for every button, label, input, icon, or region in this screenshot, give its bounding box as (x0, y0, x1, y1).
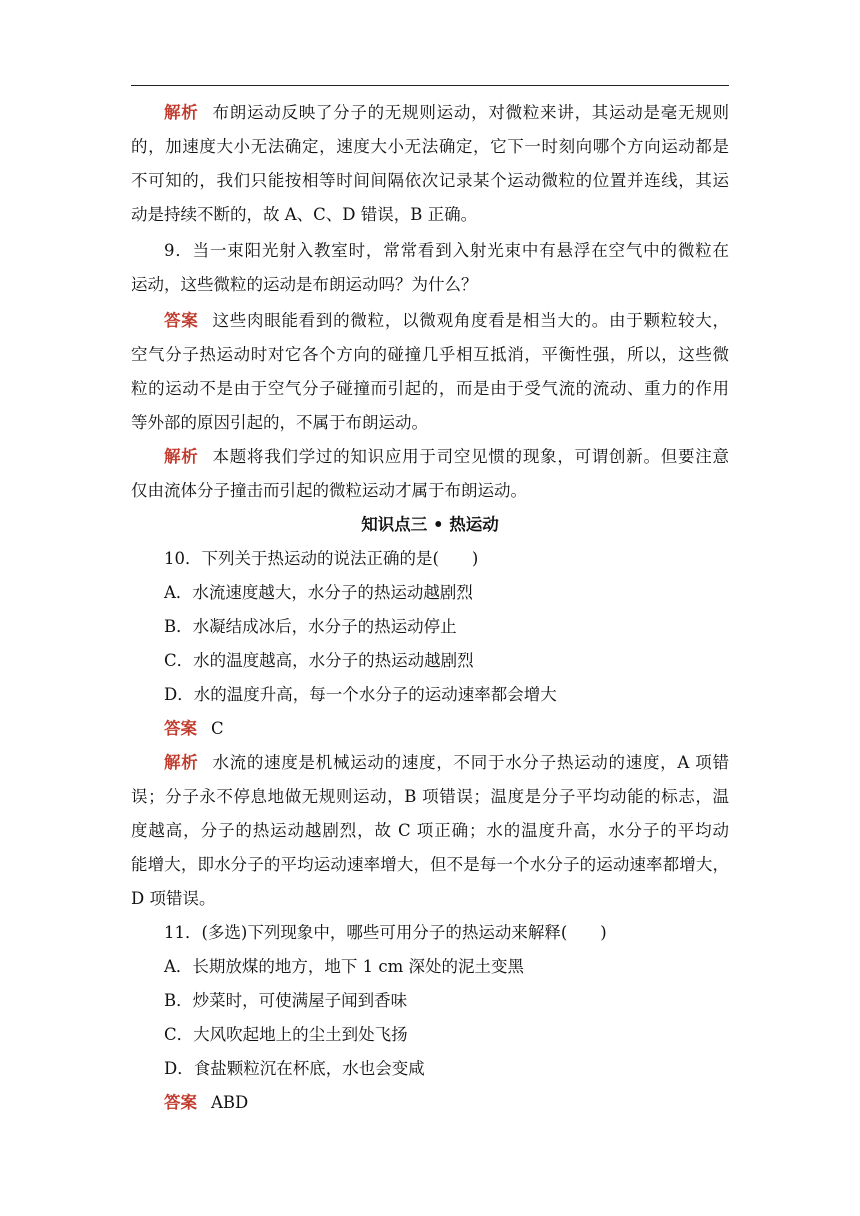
q9-answer-line-2: 空气分子热运动时对它各个方向的碰撞几乎相互抵消，平衡性强，所以，这些微 (131, 345, 729, 364)
q9-answer-line-4: 等外部的原因引起的，不属于布朗运动。 (131, 413, 428, 432)
q9-answer-line-3: 粒的运动不是由于空气分子碰撞而引起的，而是由于受气流的流动、重力的作用 (131, 379, 729, 398)
q10-analysis-line-2: 误；分子永不停息地做无规则运动，B 项错误；温度是分子平均动能的标志，温 (131, 787, 729, 806)
q9-question-line-1: 9．当一束阳光射入教室时，常常看到入射光束中有悬浮在空气中的微粒在 (164, 241, 729, 260)
q10-option-c: C．水的温度越高，水分子的热运动越剧烈 (164, 651, 474, 670)
q8-analysis-line-3: 不可知的，我们只能按相等时间间隔依次记录某个运动微粒的位置并连线，其运 (131, 171, 729, 190)
q9-question-line-2: 运动，这些微粒的运动是布朗运动吗？为什么？ (131, 275, 478, 294)
q11-option-d: D．食盐颗粒沉在杯底，水也会变咸 (164, 1059, 425, 1078)
q10-analysis-line-5: D 项错误。 (131, 889, 216, 908)
q11-option-b: B．炒菜时，可使满屋子闻到香味 (164, 991, 408, 1010)
q10-option-b: B．水凝结成冰后，水分子的热运动停止 (164, 617, 457, 636)
answer-label: 答案 (164, 1093, 197, 1112)
section-heading: 知识点三 • 热运动 (361, 515, 499, 534)
q9-analysis-line-2: 仅由流体分子撞击而引起的微粒运动才属于布朗运动。 (131, 481, 527, 500)
q10-analysis-line-1: 解析 水流的速度是机械运动的速度，不同于水分子热运动的速度，A 项错 (164, 753, 730, 772)
header-rule (131, 85, 729, 86)
q11-answer-value: ABD (211, 1093, 249, 1112)
q9-analysis-line-1: 解析 本题将我们学过的知识应用于司空见惯的现象，可谓创新。但要注意 (164, 447, 730, 466)
analysis-label: 解析 (164, 753, 199, 772)
q9-answer-line-1: 答案 这些肉眼能看到的微粒，以微观角度看是相当大的。由于颗粒较大， (164, 311, 730, 330)
q8-analysis-line-1: 解析 布朗运动反映了分子的无规则运动，对微粒来讲，其运动是毫无规则 (164, 103, 730, 122)
q11-answer (164, 1086, 248, 1120)
q10-analysis-line-3: 度越高，分子的热运动越剧烈，故 C 项正确；水的温度升高，水分子的平均动 (131, 821, 729, 840)
q10-option-a: A．水流速度越大，水分子的热运动越剧烈 (164, 583, 473, 602)
q8-analysis-line-4: 动是持续不断的，故 A、C、D 错误，B 正确。 (131, 205, 478, 224)
q10-answer-value: C (211, 719, 224, 738)
q8-analysis-line-2: 的，加速度大小无法确定，速度大小无法确定，它下一时刻向哪个方向运动都是 (131, 137, 729, 156)
answer-label: 答案 (164, 311, 199, 330)
answer-label: 答案 (164, 719, 197, 738)
analysis-label: 解析 (164, 103, 199, 122)
q11-option-c: C．大风吹起地上的尘土到处飞扬 (164, 1025, 408, 1044)
analysis-label: 解析 (164, 447, 199, 466)
q10-analysis-line-4: 能增大，即水分子的平均运动速率增大，但不是每一个水分子的运动速率都增大， (131, 855, 729, 874)
q10-answer (164, 712, 224, 746)
q11-stem: 11．(多选)下列现象中，哪些可用分子的热运动来解释( ) (164, 923, 607, 942)
q11-option-a: A．长期放煤的地方，地下 1 cm 深处的泥土变黑 (164, 957, 525, 976)
q10-option-d: D．水的温度升高，每一个水分子的运动速率都会增大 (164, 685, 557, 704)
q10-stem: 10．下列关于热运动的说法正确的是( ) (164, 549, 479, 568)
